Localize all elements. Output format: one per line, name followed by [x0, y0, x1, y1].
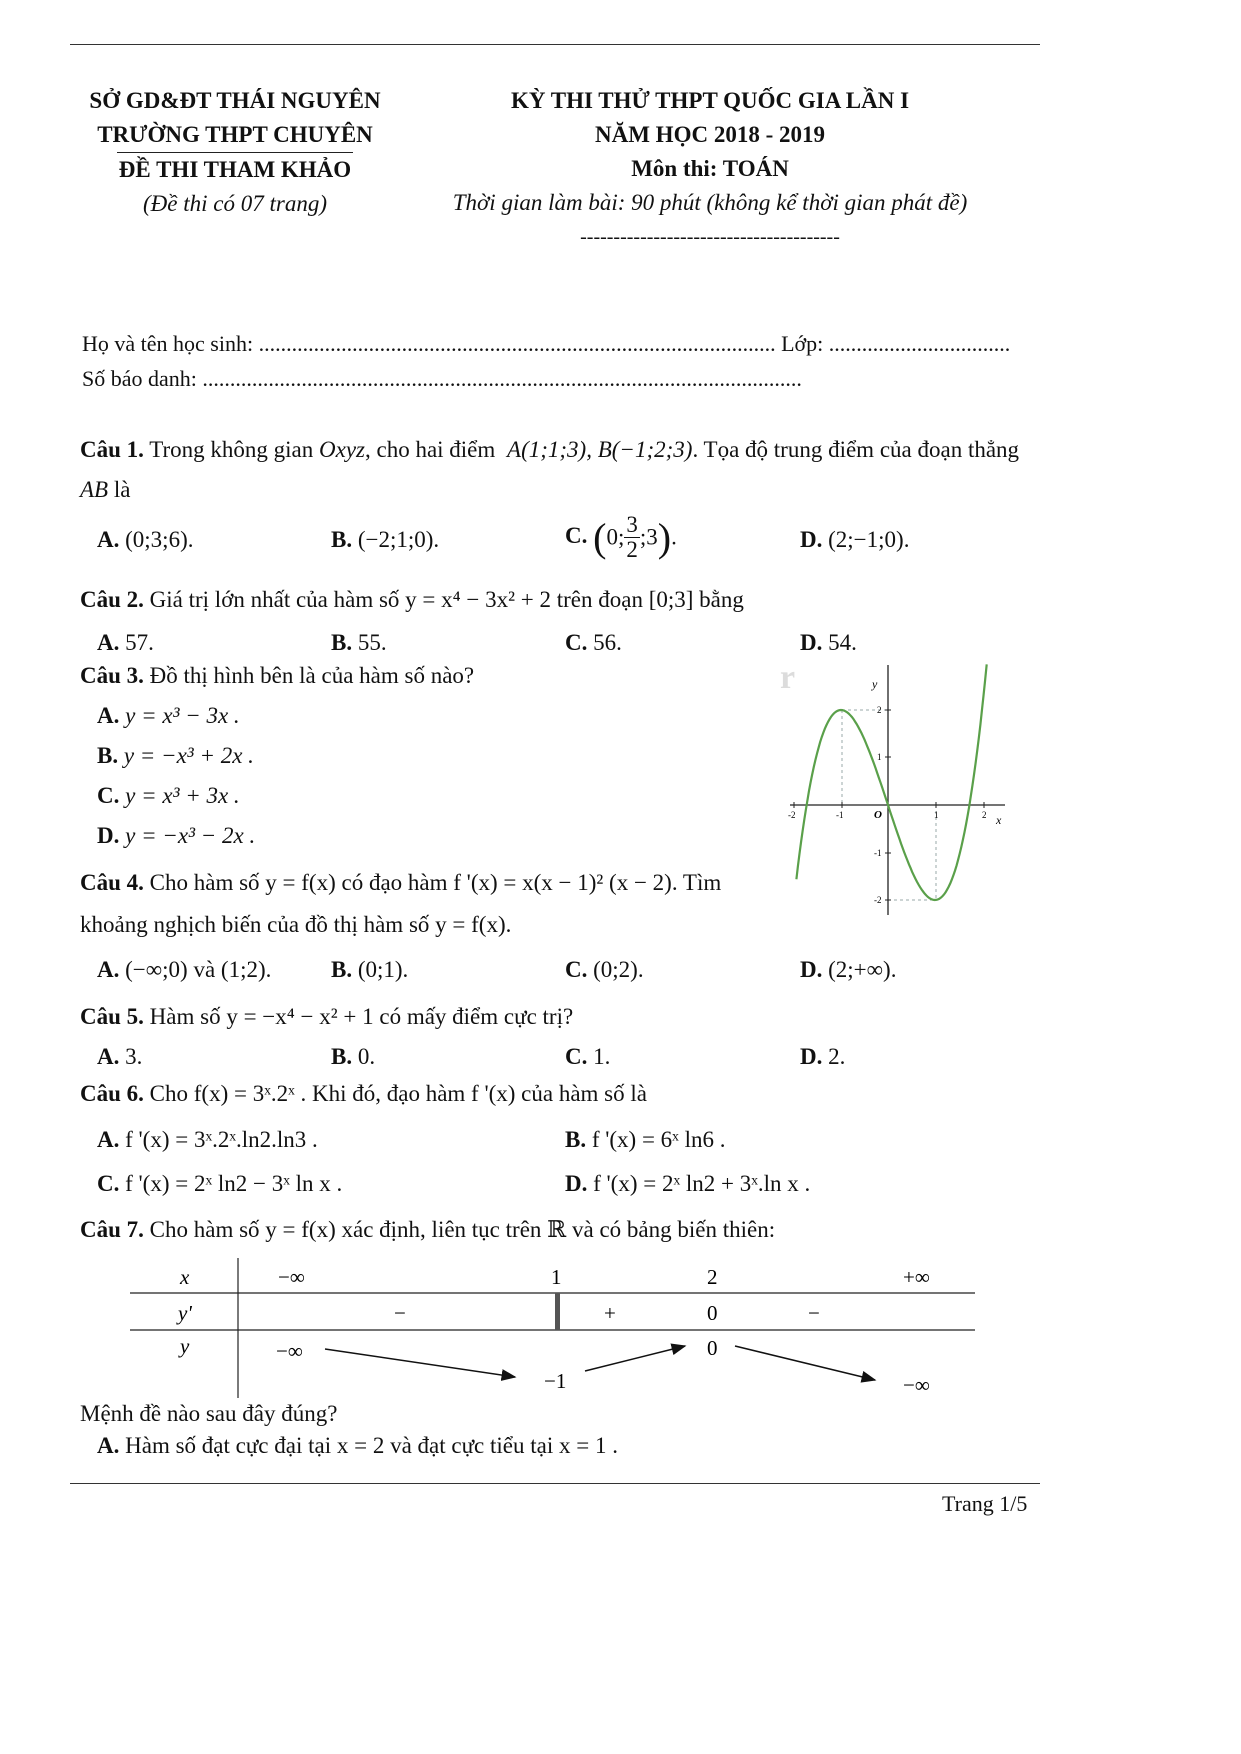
yprime-sign: − [808, 1301, 820, 1325]
option-label: A. [97, 527, 120, 552]
dept-name: SỞ GD&ĐT THÁI NGUYÊN [89, 88, 381, 113]
q1-stem [80, 437, 1019, 463]
q6-option-b[interactable] [565, 1127, 725, 1153]
q1-label: Câu 1. [80, 437, 144, 462]
q2-label: Câu 2. [80, 587, 144, 612]
option-text: 3. [125, 1044, 143, 1069]
x-value: −∞ [278, 1265, 305, 1289]
option-label: D. [97, 823, 120, 848]
q6-option-a[interactable] [97, 1127, 318, 1153]
y-tick-label: 2 [877, 705, 882, 715]
q7-text: Cho hàm số y = f(x) xác định, liên tục trên ℝ và có bảng biến thiên: [149, 1217, 776, 1242]
student-id-line: Số báo danh: ............................................................................................................. [82, 366, 802, 391]
q2-option-b[interactable] [331, 630, 387, 656]
q5-option-d[interactable] [800, 1044, 845, 1070]
y-tick-label: 1 [877, 752, 882, 762]
option-text: y = x³ + 3x . [125, 783, 240, 808]
school-name: TRƯỜNG THPT CHUYÊN [97, 122, 373, 147]
option-text: (0;3;6). [125, 527, 194, 552]
q4-label: Câu 4. [80, 870, 144, 895]
page-number: Trang 1/5 [942, 1491, 1028, 1516]
q4-text-2: khoảng nghịch biến của đồ thị hàm số y = f(x). [80, 912, 512, 937]
q1-c-fraction [624, 513, 640, 562]
arrow-down [735, 1346, 875, 1380]
option-label: B. [331, 527, 353, 552]
yprime-sign: 0 [707, 1301, 718, 1325]
top-rule [70, 44, 1040, 45]
x-tick-label: -2 [788, 810, 796, 820]
function-curve [796, 664, 986, 900]
option-text: f '(x) = 2ˣ ln2 − 3ˣ ln x . [125, 1171, 343, 1196]
arrow-up [585, 1346, 685, 1371]
axis-label-y: y [872, 677, 878, 691]
option-label: C. [97, 1171, 120, 1196]
q3-stem [80, 663, 474, 689]
variation-table [130, 1258, 980, 1400]
q2-option-a[interactable] [97, 630, 154, 656]
q6-option-d[interactable] [565, 1171, 810, 1197]
q4-option-a[interactable] [97, 957, 271, 983]
q6-stem [80, 1081, 647, 1107]
option-label: B. [331, 630, 353, 655]
y-value: 0 [707, 1336, 718, 1360]
frac-num: 3 [626, 512, 638, 537]
time-note: Thời gian làm bài: 90 phút (không kể thời gian phát đề) [452, 190, 968, 215]
option-text: Hàm số đạt cực đại tại x = 2 và đạt cực tiểu tại x = 1 . [125, 1433, 618, 1458]
q5-option-c[interactable] [565, 1044, 610, 1070]
q2-option-d[interactable] [800, 630, 857, 656]
q5-stem [80, 1004, 573, 1030]
y-value: −∞ [903, 1373, 930, 1397]
q2-option-c[interactable] [565, 630, 622, 656]
q2-stem [80, 587, 744, 613]
q4-option-d[interactable] [800, 957, 896, 983]
option-label: D. [565, 1171, 588, 1196]
q1-text-c: . Tọa độ trung điểm của đoạn thẳng [692, 437, 1020, 462]
option-label: A. [97, 630, 120, 655]
bottom-rule [70, 1483, 1040, 1484]
option-label: D. [800, 1044, 823, 1069]
q6-label: Câu 6. [80, 1081, 144, 1106]
yprime-sign: + [604, 1301, 616, 1325]
page-count-note: (Đề thi có 07 trang) [143, 191, 327, 216]
header-right [430, 84, 990, 254]
option-label: C. [565, 1044, 588, 1069]
option-text: 54. [828, 630, 857, 655]
option-text-pre: 0; [606, 524, 625, 550]
yprime-sign: − [394, 1301, 406, 1325]
option-label: B. [331, 1044, 353, 1069]
option-text: y = x³ − 3x . [125, 703, 240, 728]
option-text: f '(x) = 6ˣ ln6 . [591, 1127, 726, 1152]
option-label: C. [565, 957, 588, 982]
option-text: 2. [828, 1044, 846, 1069]
q7-label: Câu 7. [80, 1217, 144, 1242]
option-label: B. [331, 957, 353, 982]
option-text: (2;−1;0). [828, 527, 910, 552]
option-text: (2;+∞). [828, 957, 897, 982]
q1-option-c[interactable]: C. (0; $\frac{3}{2}$ ;3). [565, 512, 677, 563]
q3-function-graph [780, 660, 1010, 920]
x-value: 2 [707, 1265, 718, 1289]
option-text: y = −x³ + 2x . [123, 743, 254, 768]
q7-stem [80, 1217, 775, 1243]
option-text: f '(x) = 3ˣ.2ˣ.ln2.ln3 . [125, 1127, 318, 1152]
option-text: 55. [357, 630, 387, 655]
origin-label: O [874, 809, 882, 821]
option-text: 1. [593, 1044, 611, 1069]
q4-stem-2 [80, 912, 511, 938]
option-label: A. [97, 957, 120, 982]
q1-points: A(1;1;3), B(−1;2;3) [507, 437, 693, 462]
x-tick-label: -1 [836, 810, 844, 820]
option-text: 57. [125, 630, 154, 655]
option-label: C. [565, 630, 588, 655]
q1-option-a[interactable] [97, 527, 193, 553]
q6-text: Cho f(x) = 3ˣ.2ˣ . Khi đó, đạo hàm f '(x) của hàm số là [149, 1081, 647, 1106]
frac-den: 2 [626, 537, 638, 563]
option-label: A. [97, 1127, 120, 1152]
option-label: A. [97, 1044, 120, 1069]
option-label: D. [800, 957, 823, 982]
row-label-y: y [180, 1334, 190, 1358]
q6-option-c[interactable] [97, 1171, 342, 1197]
q3-text: Đồ thị hình bên là của hàm số nào? [149, 663, 475, 688]
option-label: D. [800, 527, 823, 552]
row-label-x: x [180, 1265, 190, 1289]
option-label: B. [97, 743, 119, 768]
q5-option-b[interactable] [331, 1044, 375, 1070]
exam-type: ĐỀ THI THAM KHẢO [118, 157, 352, 182]
undefined-marker [555, 1293, 560, 1330]
subject: Môn thi: TOÁN [631, 156, 789, 181]
x-value: 1 [551, 1265, 562, 1289]
q2-text: Giá trị lớn nhất của hàm số y = x⁴ − 3x² + 2 trên đoạn [0;3] bằng [149, 587, 744, 612]
option-label: C. [97, 783, 120, 808]
q4-stem [80, 870, 721, 896]
q5-label: Câu 5. [80, 1004, 144, 1029]
q7-question: Mệnh đề nào sau đây đúng? [80, 1401, 338, 1426]
x-value: +∞ [903, 1265, 930, 1289]
q5-option-a[interactable] [97, 1044, 142, 1070]
y-tick-label: -2 [874, 895, 882, 905]
option-label: A. [97, 703, 120, 728]
option-label: A. [97, 1433, 120, 1458]
option-text: (−∞;0) và (1;2). [125, 957, 272, 982]
q7-option-a[interactable] [97, 1433, 618, 1459]
option-text: (0;1). [357, 957, 409, 982]
q5-text: Hàm số y = −x⁴ − x² + 1 có mấy điểm cực trị? [149, 1004, 574, 1029]
header-dashes: --------------------------------------- [580, 226, 840, 248]
student-name-line: Họ và tên học sinh: .............................................................................................. Lớp: ................................. [82, 331, 1011, 356]
option-text: 0. [357, 1044, 376, 1069]
q1-option-d[interactable] [800, 527, 909, 553]
q4-text-1: Cho hàm số y = f(x) có đạo hàm f '(x) = x(x − 1)² (x − 2). Tìm [149, 870, 722, 895]
q3-option-b[interactable] [97, 743, 254, 769]
option-text: (0;2). [593, 957, 644, 982]
header-left [70, 84, 400, 221]
y-value: −1 [544, 1369, 567, 1393]
exam-title: KỲ THI THỬ THPT QUỐC GIA LẦN I [510, 88, 910, 113]
q4-option-c[interactable] [565, 957, 644, 983]
option-text-post: ;3 [639, 524, 658, 550]
q1-stem-2 [80, 477, 130, 503]
q4-option-b[interactable] [331, 957, 408, 983]
y-tick-label: -1 [874, 848, 882, 858]
option-text: f '(x) = 2ˣ ln2 + 3ˣ.ln x . [593, 1171, 811, 1196]
watermark-text: r [780, 660, 796, 696]
option-text: 56. [593, 630, 622, 655]
row-label-yprime: y' [178, 1301, 192, 1325]
y-value: −∞ [276, 1339, 303, 1363]
q3-label: Câu 3. [80, 663, 144, 688]
option-text: (−2;1;0). [357, 527, 440, 552]
q1-text-b: , cho hai điểm [364, 437, 496, 462]
q1-ab: AB [80, 477, 109, 502]
option-label: B. [565, 1127, 587, 1152]
option-text: y = −x³ − 2x . [125, 823, 256, 848]
school-year: NĂM HỌC 2018 - 2019 [595, 122, 825, 147]
axis-label-x: x [996, 813, 1002, 827]
q1-text-a: Trong không gian [149, 437, 314, 462]
q3-option-d[interactable] [97, 823, 255, 849]
q1-option-b[interactable] [331, 527, 439, 553]
q1-oxyz: Oxyz [319, 437, 365, 462]
q3-option-c[interactable] [97, 783, 240, 809]
q3-option-a[interactable] [97, 703, 240, 729]
option-label: C. [565, 522, 588, 548]
x-tick-label: 1 [934, 810, 939, 820]
q1-la: là [113, 477, 131, 502]
arrow-down [325, 1349, 515, 1377]
option-label: D. [800, 630, 823, 655]
x-tick-label: 2 [982, 810, 987, 820]
